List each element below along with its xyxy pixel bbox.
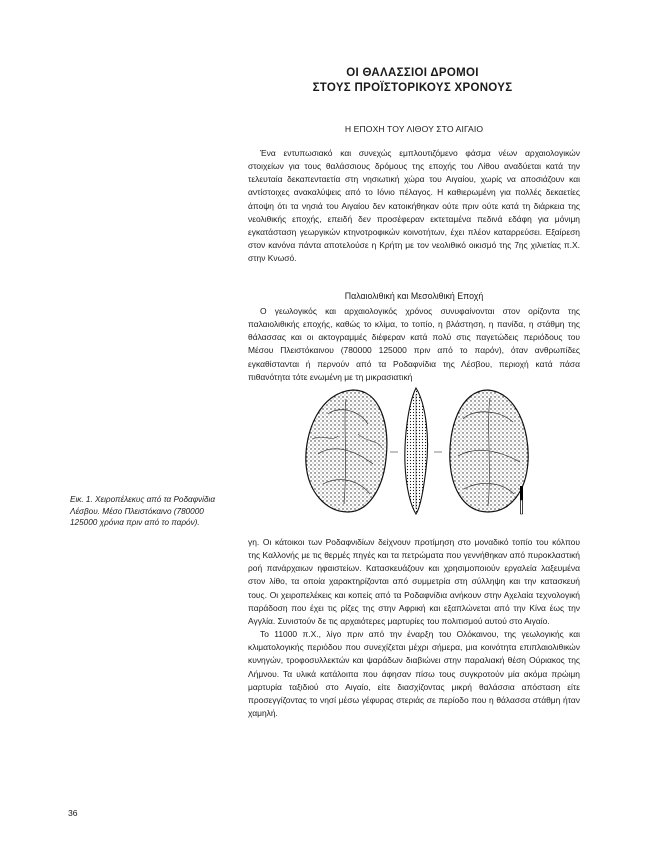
page-title	[240, 66, 585, 96]
paragraph-lemnos: Το 11000 π.Χ., λίγο πριν από την έναρξη του Ολόκαινου, της γεωλογικής και κλιματολογικής περιόδου που συνεχίζεται μέχρι σήμερα, μια κοινότητα επιπλαιολιθικών κυνηγών, τροφοσυλλεκτών και ψαράδων διαβιώνει στην παραλιακή θέση Ούριακος της Λήμνου. Τα υλικά κατάλοιπα που άφησαν πίσω τους συγκροτούν μία ακόμα πρώιμη μαρτυρία ταξιδιού στο Αιγαίο, είτε διασχίζοντας μικρή θαλάσσια απόσταση είτε προσεγγίζοντας το νησί μέσω γέφυρας στεριάς σε περίοδο που η θάλασσα στάθμη ήταν χαμηλή.	[248, 629, 580, 719]
title-line-2: ΣΤΟΥΣ ΠΡΟΪΣΤΟΡΙΚΟΥΣ ΧΡΟΝΟΥΣ	[312, 82, 513, 94]
title-line-1: ΟΙ ΘΑΛΑΣΣΙΟΙ ΔΡΟΜΟΙ	[346, 67, 479, 79]
section-title: Η ΕΠΟΧΗ ΤΟΥ ΛΙΘΟΥ ΣΤΟ ΑΙΓΑΙΟ	[344, 124, 484, 134]
paragraph-paleolithic: Ο γεωλογικός και αρχαιολογικός χρόνος συνυφαίνονται στον ορίζοντα της παλαιολιθικής εποχής, καθώς το κλίμα, το τοπίο, η βλάστηση, η πανίδα, η στάθμη της θάλασσας και οι ακτογραμμές διέφεραν κατά πολύ στις παγετώδεις περιόδους του Μέσου Πλειστόκαινου (780000 125000 πριν από το παρόν), όταν ανθρωπίδες εγκαθίστανται ή περνούν από τα Ροδαφνίδια της Λέσβου, περιοχή κατά πάσα πιθανότητα τότε ενωμένη με τη μικρασιατική	[248, 306, 580, 382]
paragraph-rodafnidia: γη. Οι κάτοικοι των Ροδαφνιδίων δείχνουν προτίμηση στο μοναδικό τοπίο του κόλπου της Καλλονής με τις θερμές πηγές και τα πετρώματα που γεννήθηκαν από πυροκλαστική ροή πανάρχαιων ηφαιστείων. Κατασκευάζουν και χρησιμοποιούν εργαλεία λαξευμένα στον λίθο, τα οποία χαρακτηρίζονται από συμμετρία στη σύλληψη και την κατασκευή τους. Οι χειροπελέκεις και κοπείς από τα Ροδαφνίδια ανήκουν στην Αχελαία τεχνολογική παράδοση που έχει τις ρίζες της στην Αφρική και εξαπλώνεται από την Κίνα έως την Αγγλία. Συνιστούν δε τις αρχαιότερες μαρτυρίες του πολιτισμού αυτού στο Αιγαίο.	[248, 537, 580, 626]
paleolithic-text	[248, 305, 580, 384]
figure-caption: Εικ. 1. Χειροπέλεκυς από τα Ροδαφνίδια Λέσβου. Μέσο Πλειστόκαινο (780000 125000 χρόνια πριν από το παρόν).	[70, 495, 215, 527]
handaxe-figure	[298, 384, 538, 519]
subsection-title: Παλαιολιθική και Μεσολιθική Εποχή	[344, 291, 484, 301]
paragraph-intro: Ένα εντυπωσιακό και συνεχώς εμπλουτιζόμενο φάσμα νέων αρχαιολογικών στοιχείων για τους θαλάσσιους δρόμους της εποχής του Λίθου αναδύεται κατά την τελευταία δεκαπενταετία στη νησιωτική χώρα του Αιγαίου, χωρίς να αποσιάζουν και αντίστοιχες ανακαλύψεις από το Ιόνιο πέλαγος. Η καθιερωμένη για πολλές δεκαετίες άποψη ότι τα νησιά του Αιγαίου δεν κατοικήθηκαν ούτε πριν ούτε κατά τη διάρκεια της νεολιθικής εποχής, επειδή δεν προσέφεραν εκτεταμένα πεδινά εδάφη για μόνιμη εγκατάσταση γεωργικών κτηνοτροφικών κοινοτήτων, έχει πλέον καταρρεύσει. Εξαίρεση στον κανόνα πάντα αποτελούσε η Κρήτη με τον νεολιθικό οικισμό της 7ης χιλιετίας π.Χ. στην Κνωσό.	[248, 148, 580, 264]
handaxe-drawing-icon	[298, 384, 538, 519]
intro-text	[248, 147, 580, 265]
lesbos-text	[248, 536, 580, 720]
page-number: 36	[68, 808, 78, 818]
